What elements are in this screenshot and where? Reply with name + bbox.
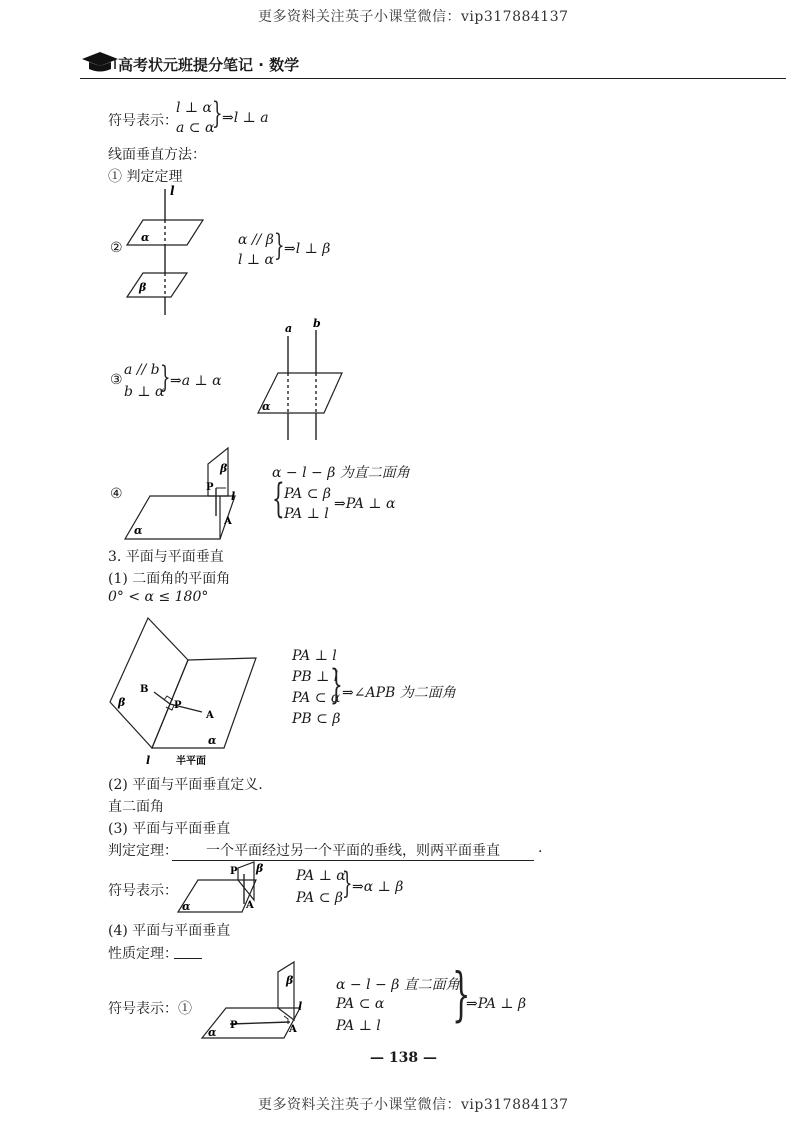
p-cond-1: α − l − β 直二面角: [336, 977, 460, 993]
figure-plane-perpendicular: [172, 860, 272, 922]
brace: }: [212, 96, 223, 131]
header-title: 高考状元班提分笔记 · 数学: [118, 56, 300, 74]
dih-cond-4: PB ⊂ β: [292, 711, 341, 727]
figure-parallel-planes: [125, 185, 215, 321]
judge-label: 判定定理：: [108, 843, 178, 859]
p-conclusion: ⇒PA ⊥ β: [466, 996, 527, 1012]
m4-conclusion: ⇒PA ⊥ α: [334, 496, 396, 512]
fig-label-beta: β: [220, 462, 228, 475]
m3-conclusion: ⇒a ⊥ α: [170, 373, 222, 389]
m2-cond-2: l ⊥ α: [238, 252, 274, 268]
brace: {: [272, 476, 285, 522]
method-1: ① 判定定理: [108, 169, 183, 185]
p-cond-2: PA ⊂ α: [336, 996, 385, 1012]
dih-cond-3: PA ⊂ α: [292, 690, 341, 706]
figure-perpendicular-planes: [120, 444, 250, 548]
sym-label: 符号表示：: [108, 883, 178, 899]
fig-label-a: A: [246, 900, 254, 911]
prop-label: 性质定理：: [108, 946, 178, 962]
fig-label-p: P: [206, 482, 214, 493]
sec3-sub-1: (1) 二面角的平面角: [108, 571, 231, 587]
m2-conclusion: ⇒l ⊥ β: [284, 241, 331, 257]
method-4-number: ④: [110, 486, 123, 502]
fig-label-beta: β: [256, 862, 264, 875]
methods-title: 线面垂直方法：: [108, 147, 206, 163]
method-2-number: ②: [110, 240, 123, 256]
method-3-number: ③: [110, 372, 123, 388]
sec3-sub-3: (3) 平面与平面垂直: [108, 821, 231, 837]
mortarboard-icon: [80, 50, 120, 78]
sec3-sub-4: (4) 平面与平面垂直: [108, 923, 231, 939]
fig-label-p: P: [230, 1020, 238, 1031]
brace: }: [330, 662, 343, 708]
fig-label-beta: β: [286, 974, 294, 987]
sec3-sub-2: (2) 平面与平面垂直定义.: [108, 777, 263, 793]
fig-label-alpha: α: [141, 231, 150, 244]
prop-blank: [174, 958, 202, 959]
figure-property-theorem: [196, 960, 306, 1046]
fig-caption: 半平面: [176, 756, 206, 767]
fig-label-p: P: [174, 700, 182, 711]
watermark-top: 更多资料关注英子小课堂微信：vip317884137: [258, 9, 569, 25]
judge-theorem: 一个平面经过另一个平面的垂线，则两平面垂直: [172, 840, 534, 861]
sec1-conclusion: ⇒l ⊥ a: [222, 110, 269, 126]
page-number: — 138 —: [370, 1050, 437, 1066]
fig-label-a: A: [224, 516, 232, 527]
sec1-cond-1: l ⊥ α: [176, 100, 212, 116]
header-rule: [80, 78, 786, 79]
sec1-cond-2: a ⊂ α: [176, 120, 215, 136]
watermark-bottom: 更多资料关注英子小课堂微信：vip317884137: [258, 1097, 569, 1113]
fig-label-alpha: α: [262, 400, 271, 413]
m3-cond-1: a // b: [124, 362, 160, 378]
m3-cond-2: b ⊥ α: [124, 384, 165, 400]
brace: }: [160, 360, 171, 395]
fig-label-l: l: [170, 185, 175, 198]
fig-label-l: l: [146, 754, 151, 767]
brace: }: [342, 866, 353, 901]
dih-conclusion: ⇒∠APB 为二面角: [342, 685, 456, 701]
j-cond-2: PA ⊂ β: [296, 890, 343, 906]
j-cond-1: PA ⊥ α: [296, 868, 346, 884]
fig-label-l: l: [298, 1000, 303, 1013]
fig-label-alpha: α: [208, 1026, 217, 1039]
dih-cond-1: PA ⊥ l: [292, 648, 337, 664]
fig-label-l: l: [231, 490, 236, 503]
angle-range: 0° < α ≤ 180°: [108, 589, 209, 605]
fig-label-b: b: [313, 318, 321, 330]
brace: }: [274, 228, 285, 263]
fig-label-alpha: α: [134, 524, 143, 537]
fig-label-a: a: [285, 322, 293, 335]
m4-cond-1: PA ⊂ β: [284, 486, 331, 502]
p-cond-3: PA ⊥ l: [336, 1018, 381, 1034]
fig-label-alpha: α: [182, 900, 191, 913]
brace: }: [452, 960, 471, 1028]
fig-label-beta: β: [139, 281, 147, 294]
period: .: [538, 840, 543, 856]
j-conclusion: ⇒α ⊥ β: [352, 879, 404, 895]
sec3-title: 3. 平面与平面垂直: [108, 549, 224, 565]
m4-cond-2: PA ⊥ l: [284, 506, 329, 522]
fig-label-a: A: [206, 710, 214, 721]
m4-line-1: α − l − β 为直二面角: [272, 465, 410, 481]
fig-label-a: A: [289, 1024, 297, 1035]
figure-dihedral-angle: [104, 612, 264, 772]
dih-cond-2: PB ⊥ l: [292, 669, 339, 685]
fig-label-beta: β: [118, 696, 126, 709]
fig-label-p: P: [230, 866, 238, 877]
figure-parallel-lines: [250, 318, 350, 448]
m2-cond-1: α // β: [238, 232, 274, 248]
sec3-sub-2b: 直二面角: [108, 799, 164, 815]
fig-label-b: B: [140, 684, 149, 695]
fig-label-alpha: α: [208, 734, 217, 747]
sec1-label: 符号表示：: [108, 113, 178, 129]
sym-label-2: 符号表示：①: [108, 1001, 192, 1017]
